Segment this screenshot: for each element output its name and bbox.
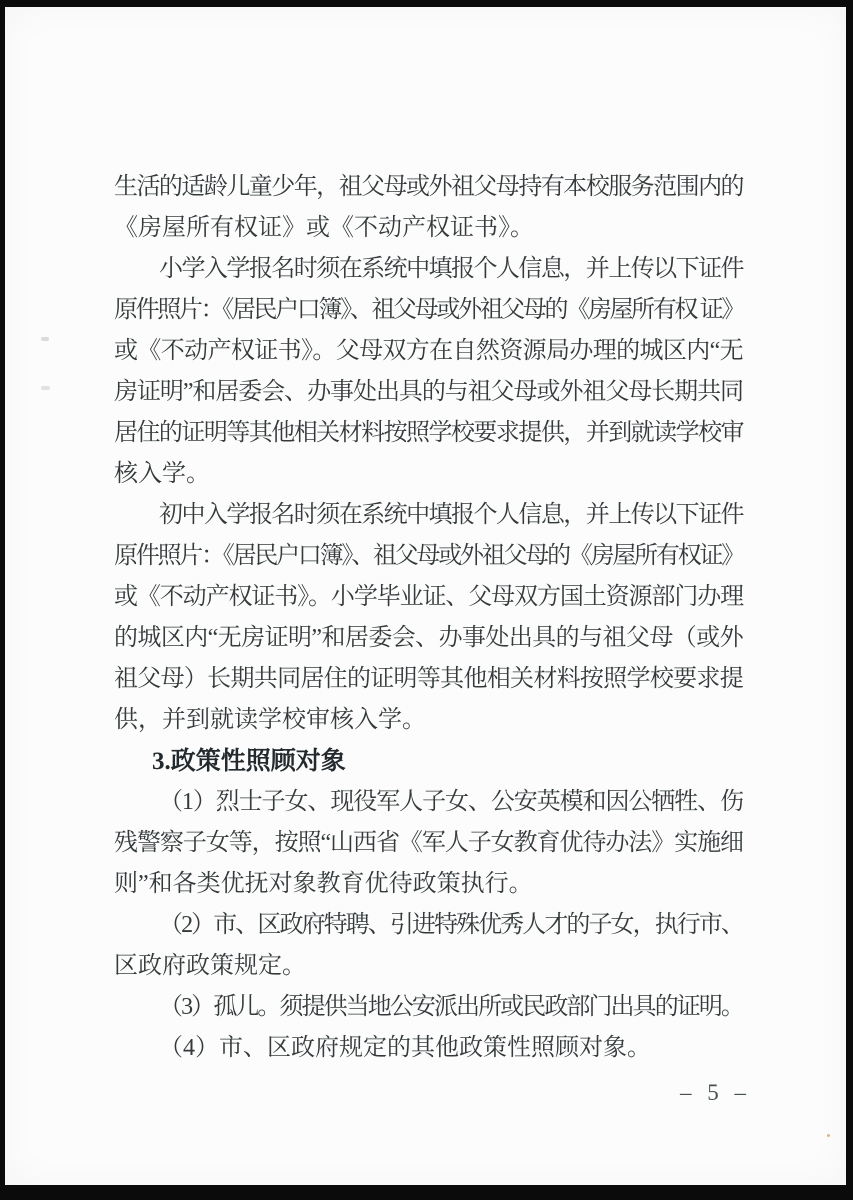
line-text: 祖父母）长期共同居住的证明等其他相关材料按照学校要求提 — [114, 666, 743, 692]
scan-speck — [41, 337, 49, 341]
line-text: 供，并到就读学校审核入学。 — [114, 707, 426, 733]
document-line — [114, 905, 743, 946]
line-text: 核入学。 — [114, 461, 210, 487]
line-text: 小学入学报名时须在系统中填报个人信息，并上传以下证件 — [159, 256, 743, 282]
document-line — [114, 659, 743, 700]
document-line — [114, 249, 743, 290]
scan-speck — [41, 386, 50, 390]
line-text: 原件照片：《居民户口簿》、祖父母或外祖父母的《房屋所有权 证》 — [114, 297, 743, 323]
line-text: 的城区内“无房证明”和居委会、办事处出具的与祖父母（或外 — [114, 625, 743, 651]
document-line — [114, 331, 743, 372]
document-line — [114, 618, 743, 659]
document-body — [114, 167, 743, 1069]
line-text: 或《不动产权证书》。父母双方在自然资源局办理的城区内“无 — [114, 338, 743, 364]
line-text: 3.政策性照顾对象 — [152, 748, 346, 775]
line-text: 则”和各类优抚对象教育优待政策执行。 — [114, 871, 533, 897]
document-line — [114, 987, 743, 1028]
scan-speck — [827, 1134, 830, 1137]
document-line — [114, 290, 743, 331]
section-heading — [114, 741, 743, 782]
document-line — [114, 577, 743, 618]
line-text: 初中入学报名时须在系统中填报个人信息，并上传以下证件 — [159, 502, 743, 528]
line-text: 区政府政策规定。 — [114, 953, 306, 979]
document-line — [114, 454, 743, 495]
document-line — [114, 946, 743, 987]
line-text: （3）孤儿。须提供当地公安派出所或民政部门出具的证明。 — [159, 994, 743, 1020]
line-text: 居住的证明等其他相关材料按照学校要求提供，并到就读学校审 — [114, 420, 743, 446]
line-text: 生活的适龄儿童少年，祖父母或外祖父母持有本校服务范围内的 — [114, 174, 743, 200]
line-text: （1）烈士子女、现役军人子女、公安英模和因公牺牲、伤 — [159, 789, 743, 815]
document-line — [114, 495, 743, 536]
document-line — [114, 536, 743, 577]
document-line — [114, 782, 743, 823]
line-text: 或《不动产权证书》。小学毕业证、父母双方国土资源部门办理 — [114, 584, 743, 610]
line-text: 原件照片：《居民户口簿》、祖父母或外祖父母的《房屋所有权证》 — [114, 543, 743, 569]
document-line — [114, 1028, 743, 1069]
document-line — [114, 372, 743, 413]
document-line — [114, 700, 743, 741]
document-line — [114, 208, 743, 249]
document-line — [114, 167, 743, 208]
line-text: 房证明”和居委会、办事处出具的与祖父母或外祖父母长期共同 — [114, 379, 743, 405]
line-text: （2）市、区政府特聘、引进特殊优秀人才的子女，执行市、 — [159, 912, 743, 938]
page-number: – 5 – — [680, 1080, 751, 1105]
document-line — [114, 413, 743, 454]
document-line — [114, 823, 743, 864]
line-text: （4）市、区政府规定的其他政策性照顾对象。 — [159, 1035, 651, 1061]
line-text: 《房屋所有权证》或《不动产权证书》。 — [114, 215, 534, 241]
document-line — [114, 864, 743, 905]
line-text: 残警察子女等，按照“山西省《军人子女教育优待办法》实施细 — [114, 830, 743, 856]
